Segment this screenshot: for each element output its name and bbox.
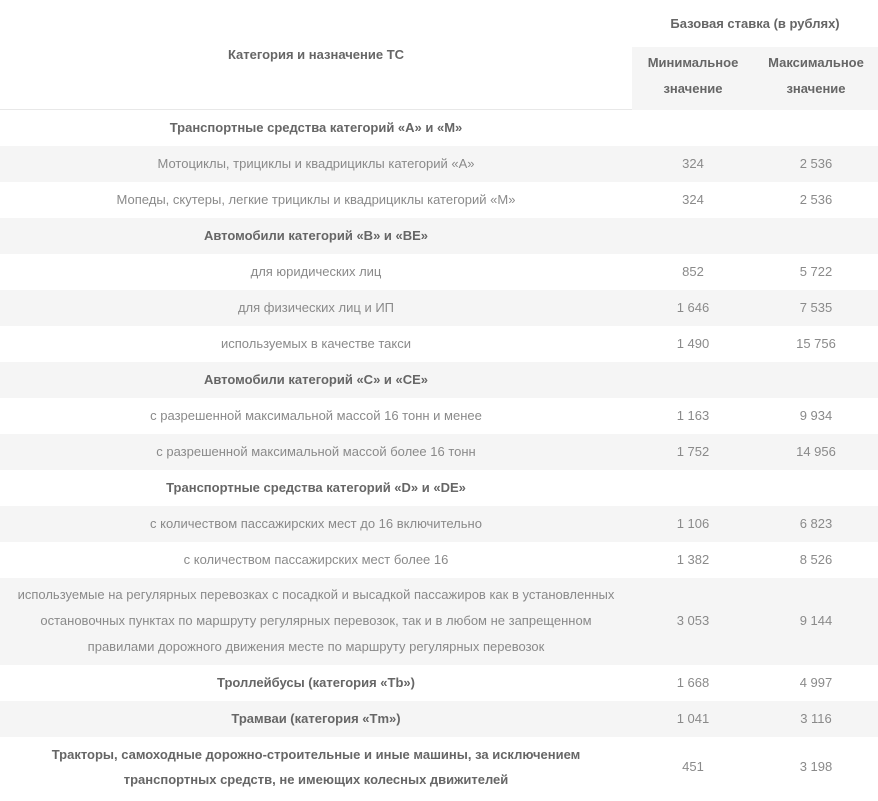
min-cell: 3 053 [632,578,754,665]
table-row [0,506,878,542]
max-cell: 14 956 [754,434,878,470]
max-cell: 2 536 [754,146,878,182]
section-row [0,737,878,797]
min-cell: 1 668 [632,665,754,701]
max-cell: 15 756 [754,326,878,362]
min-cell [632,362,754,398]
min-cell: 1 106 [632,506,754,542]
row-label: используемых в качестве такси [0,326,632,362]
row-label: с разрешенной максимальной массой 16 тонн и менее [0,398,632,434]
section-label: Тракторы, самоходные дорожно-строительные и иные машины, за исключением транспортных средств, не имеющих колесных движителей [0,737,632,797]
section-label: Транспортные средства категорий «A» и «M» [0,110,632,146]
min-cell [632,218,754,254]
min-cell: 1 041 [632,701,754,737]
section-row [0,110,878,146]
table-row [0,398,878,434]
table-row [0,146,878,182]
category-column-header: Категория и назначение ТС [0,0,632,110]
section-label: Автомобили категорий «B» и «BE» [0,218,632,254]
row-label: с количеством пассажирских мест до 16 включительно [0,506,632,542]
max-cell: 2 536 [754,182,878,218]
row-label: для юридических лиц [0,254,632,290]
row-label: с количеством пассажирских мест более 16 [0,542,632,578]
row-label: с разрешенной максимальной массой более 16 тонн [0,434,632,470]
min-cell: 852 [632,254,754,290]
table-row [0,326,878,362]
section-label: Автомобили категорий «C» и «CE» [0,362,632,398]
section-label: Троллейбусы (категория «Tb») [0,665,632,701]
base-rate-column-header: Базовая ставка (в рублях) [670,15,840,31]
max-cell: 9 934 [754,398,878,434]
min-cell: 1 382 [632,542,754,578]
row-label: для физических лиц и ИП [0,290,632,326]
min-cell [632,470,754,506]
max-cell: 5 722 [754,254,878,290]
min-cell: 324 [632,182,754,218]
row-label: используемые на регулярных перевозках с посадкой и высадкой пассажиров как в установленных остановочных пунктах по маршруту регулярных перевозок, так и в любом не запрещенном правилами дорожного движения месте по маршруту регулярных перевозок [0,578,632,665]
max-cell: 6 823 [754,506,878,542]
max-cell: 7 535 [754,290,878,326]
section-row [0,701,878,737]
table-row [0,182,878,218]
min-value-column-header: Минимальное значение [632,47,754,109]
table-row [0,254,878,290]
table-row [0,434,878,470]
table-row [0,542,878,578]
max-cell [754,218,878,254]
max-cell [754,110,878,146]
max-cell: 9 144 [754,578,878,665]
min-cell: 1 490 [632,326,754,362]
section-row [0,218,878,254]
max-cell: 8 526 [754,542,878,578]
min-cell: 451 [632,737,754,797]
max-cell [754,470,878,506]
min-cell: 1 752 [632,434,754,470]
table-row [0,290,878,326]
max-cell: 3 116 [754,701,878,737]
min-cell: 1 646 [632,290,754,326]
min-cell: 324 [632,146,754,182]
min-cell [632,110,754,146]
max-value-column-header: Максимальное значение [754,47,878,109]
min-cell: 1 163 [632,398,754,434]
table-row [0,578,878,665]
max-cell: 3 198 [754,737,878,797]
section-row [0,362,878,398]
max-cell [754,362,878,398]
row-label: Мотоциклы, трициклы и квадрициклы категорий «A» [0,146,632,182]
row-label: Мопеды, скутеры, легкие трициклы и квадрициклы категорий «M» [0,182,632,218]
section-row [0,665,878,701]
max-cell: 4 997 [754,665,878,701]
section-row [0,470,878,506]
section-label: Транспортные средства категорий «D» и «DE» [0,470,632,506]
section-label: Трамваи (категория «Tm») [0,701,632,737]
